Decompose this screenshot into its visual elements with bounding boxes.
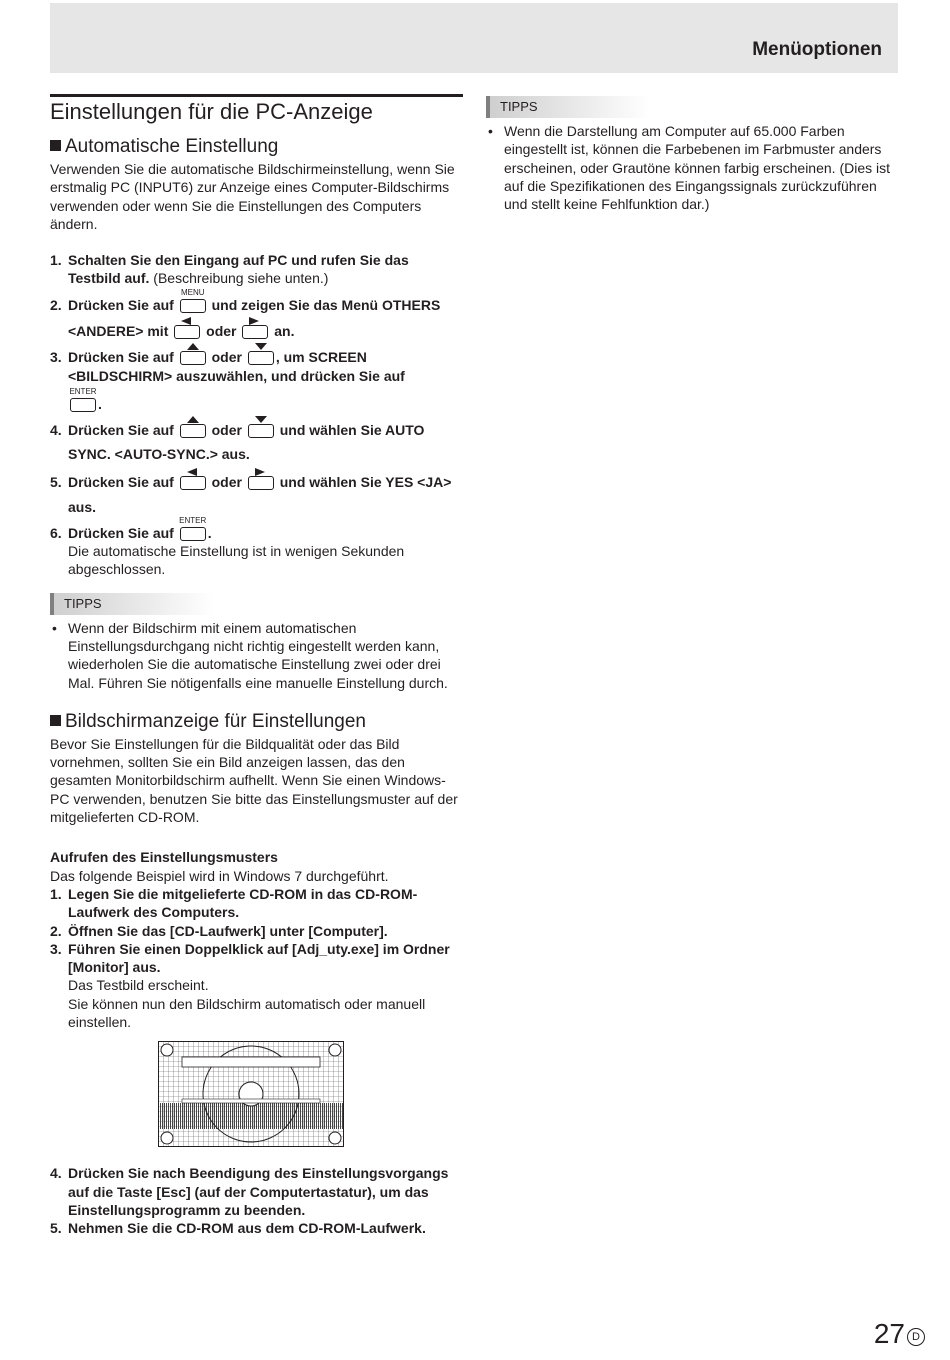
step-text: Nehmen Sie die CD-ROM aus dem CD-ROM-Laufwerk.: [68, 1220, 426, 1237]
screen-setting-title-text: Bildschirmanzeige für Einstellungen: [65, 710, 366, 732]
pattern-step-4: [50, 1164, 463, 1219]
arrow-right-icon: [255, 468, 265, 476]
step-5: [50, 470, 463, 520]
pattern-step-1: [50, 885, 463, 922]
step-text: Führen Sie einen Doppelklick auf [Adj_uty.exe] im Ordner [Monitor] aus.: [68, 940, 450, 976]
step-number: 1.: [50, 885, 62, 902]
step-2: [50, 287, 463, 344]
language-badge: D: [907, 1328, 925, 1346]
pattern-step-2: [50, 922, 463, 940]
step-text: Legen Sie die mitgelieferte CD-ROM in das CD-ROM-Laufwerk des Computers.: [68, 885, 418, 921]
step-text: .: [207, 524, 212, 541]
step-text: Drücken Sie auf: [68, 296, 174, 313]
step-number: 3.: [50, 348, 62, 365]
step-number: 4.: [50, 421, 62, 438]
test-pattern-image: [158, 1041, 463, 1152]
right-key-icon: [248, 476, 274, 490]
step-text: Drücken Sie auf: [68, 473, 174, 490]
pattern-heading: Aufrufen des Einstellungsmusters: [50, 849, 278, 866]
step-text: Schalten Sie den Eingang auf PC und rufen Sie das Testbild auf.: [68, 252, 409, 287]
step-text: Öffnen Sie das [CD-Laufwerk] unter [Computer].: [68, 922, 388, 939]
step-text: und wählen Sie AUTO SYNC. <AUTO-SYNC.> aus.: [68, 421, 425, 462]
step-text: oder: [211, 421, 242, 438]
square-bullet-icon: [50, 140, 61, 151]
step-3: [50, 348, 463, 414]
step-number: 3.: [50, 940, 62, 957]
tipps-list: [486, 122, 901, 213]
step-number: 4.: [50, 1165, 62, 1182]
auto-intro: Verwenden Sie die automatische Bildschirmeinstellung, wenn Sie erstmalig PC (INPUT6) zur Anzeige eines Computer-Bildschirms verwenden oder wenn Sie die Einstellungen des Computers ändern.: [50, 161, 455, 232]
square-bullet-icon: [50, 715, 61, 726]
step-1: [50, 251, 463, 288]
tipps-list: [50, 619, 463, 692]
key-label: ENTER: [179, 515, 207, 525]
screen-setting-title: [50, 710, 463, 733]
step-number: 2.: [50, 922, 62, 939]
pattern-intro: Das folgende Beispiel wird in Windows 7 durchgeführt.: [50, 867, 389, 884]
step-text: , um SCREEN <BILDSCHIRM> auszuwählen, und drücken Sie auf: [68, 348, 405, 384]
auto-setting-title-text: Automatische Einstellung: [65, 136, 279, 157]
step-text: oder: [211, 473, 242, 490]
step-text: Drücken Sie auf: [68, 524, 174, 541]
auto-steps: [50, 251, 463, 578]
step-4: [50, 418, 463, 466]
step-note: Sie können nun den Bildschirm automatisch oder manuell einstellen.: [68, 995, 426, 1031]
arrow-up-icon: [187, 343, 199, 350]
step-text: und wählen Sie YES <JA> aus.: [68, 473, 452, 515]
left-column: [50, 94, 463, 1238]
arrow-down-icon: [255, 343, 267, 350]
down-key-icon: [248, 351, 274, 365]
step-number: 6.: [50, 524, 62, 541]
key-label: ENTER: [69, 386, 97, 396]
header-title: Menüoptionen: [752, 39, 882, 60]
left-key-icon: [174, 325, 200, 339]
test-pattern-svg: [158, 1041, 344, 1147]
right-column: [486, 96, 901, 213]
step-text: Drücken Sie nach Beendigung des Einstellungsvorgangs auf die Taste [Esc] (auf der Computertastatur), um das Einstellungsprogramm zu beenden.: [68, 1165, 449, 1218]
step-text: oder: [211, 348, 242, 365]
step-text: und zeigen Sie das Menü OTHERS <ANDERE> mit: [68, 296, 441, 339]
step-text: .: [98, 395, 102, 412]
up-key-icon: [180, 424, 206, 438]
section-title: Einstellungen für die PC-Anzeige: [50, 94, 463, 125]
step-note: Das Testbild erscheint.: [68, 977, 209, 994]
menu-key-icon: [180, 287, 206, 313]
tipps-label: TIPPS: [50, 593, 214, 615]
left-key-icon: [180, 476, 206, 490]
auto-setting-title: [50, 135, 463, 158]
step-number: 2.: [50, 296, 62, 313]
tipps-item: • Wenn der Bildschirm mit einem automatischen Einstellungsdurchgang nicht richtig eingestellt werden kann, wiederholen Sie die automatische Einstellung zwei oder drei Mal. Führen Sie nötigenfalls eine manuelle Einstellung durch.: [50, 619, 463, 692]
arrow-right-icon: [249, 317, 259, 325]
step-note: Die automatische Einstellung ist in wenigen Sekunden abgeschlossen.: [68, 543, 405, 578]
tipps-label: TIPPS: [486, 96, 650, 118]
tipps-item: • Wenn die Darstellung am Computer auf 65.000 Farben eingestellt ist, können die Farbebenen im Farbmuster anders erscheinen, oder Grautöne können farbig erscheinen. (Dies ist auf die Spezifikationen des Eingangssignals zurückzuführen und stellt keine Fehlfunktion dar.): [486, 122, 901, 213]
step-text: Drücken Sie auf: [68, 348, 174, 365]
step-number: 5.: [50, 473, 62, 490]
step-number: 1.: [50, 252, 62, 269]
key-label: MENU: [180, 287, 205, 297]
right-key-icon: [242, 325, 268, 339]
step-note: (Beschreibung siehe unten.): [149, 270, 329, 287]
arrow-left-icon: [181, 317, 191, 325]
step-text: oder: [206, 322, 237, 339]
page-number-text: 27: [873, 1318, 905, 1349]
pattern-steps: [50, 885, 463, 1031]
pattern-step-5: [50, 1219, 463, 1237]
step-6: [50, 515, 463, 579]
page-number: [874, 1318, 925, 1350]
enter-key-icon: [179, 515, 207, 541]
arrow-left-icon: [187, 468, 197, 476]
down-key-icon: [248, 424, 274, 438]
step-text: Drücken Sie auf: [68, 421, 174, 438]
enter-key-icon: [69, 386, 97, 412]
pattern-steps-continued: [50, 1164, 463, 1237]
step-text: an.: [274, 322, 295, 339]
pattern-step-3: [50, 940, 463, 1031]
screen-intro: Bevor Sie Einstellungen für die Bildqualität oder das Bild vornehmen, sollten Sie ein Bild anzeigen lassen, das den gesamten Monitorbildschirm aufhellt. Wenn Sie einen Windows-PC verwenden, benutzen Sie bitte das Einstellungsmuster auf der mitgelieferten CD-ROM.: [50, 735, 458, 826]
header-band: [50, 3, 898, 73]
arrow-down-icon: [255, 416, 267, 423]
up-key-icon: [180, 351, 206, 365]
step-number: 5.: [50, 1220, 62, 1237]
arrow-up-icon: [187, 416, 199, 423]
